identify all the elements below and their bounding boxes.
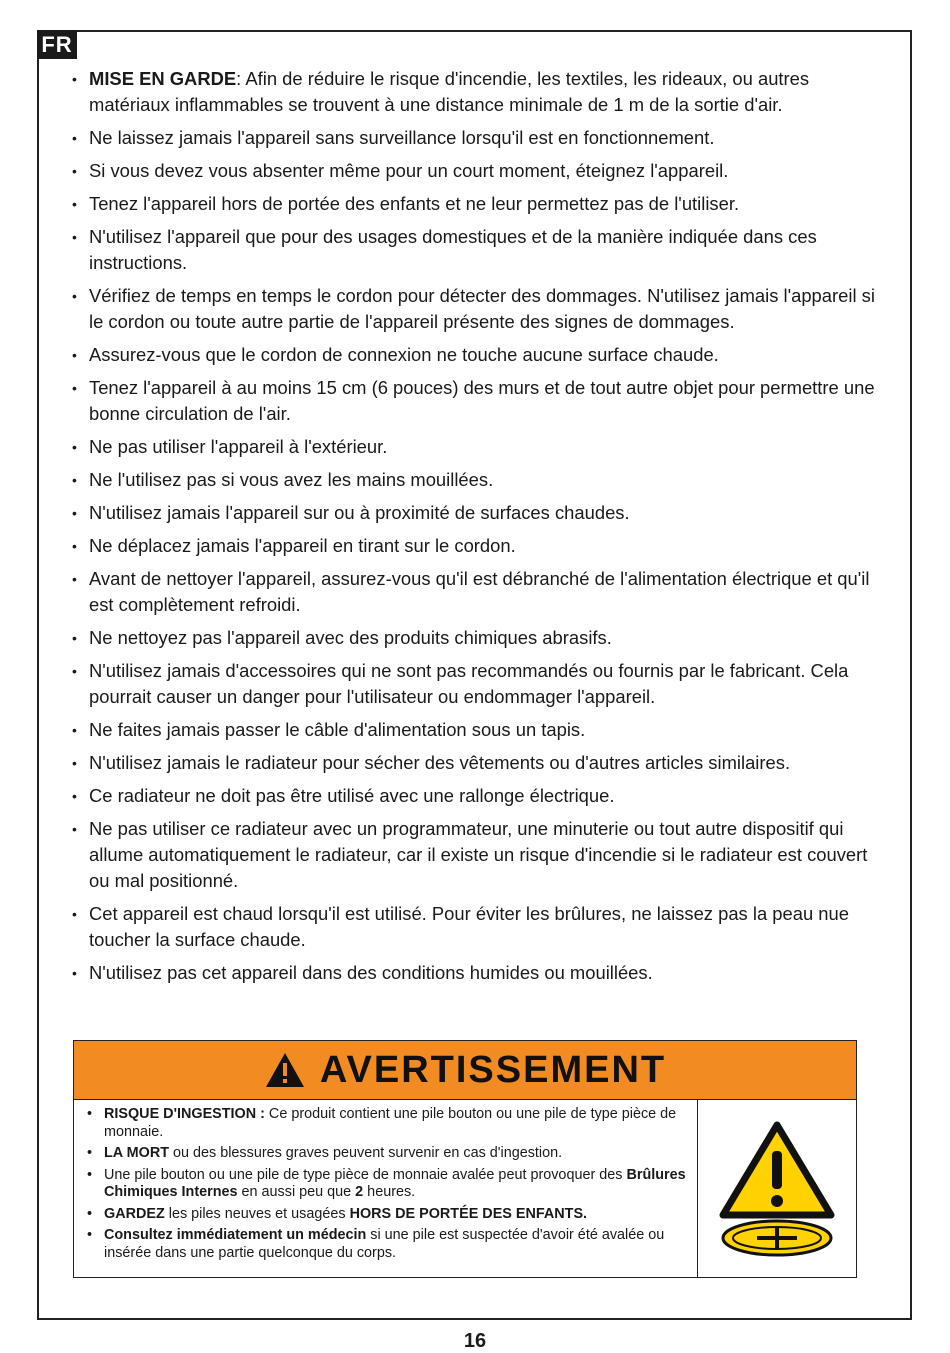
- bullet-icon: •: [72, 505, 77, 521]
- warning-item: [84, 1145, 687, 1163]
- warning-emphasis: Brûlures Chimiques Internes: [104, 1166, 686, 1200]
- instruction-text: N'utilisez pas cet appareil dans des conditions humides ou mouillées.: [89, 962, 653, 983]
- bullet-icon: •: [72, 229, 77, 245]
- warning-text-part: Une pile bouton ou une pile de type pièce de monnaie avalée peut provoquer des: [104, 1166, 627, 1183]
- instruction-text: Ne laissez jamais l'appareil sans surveillance lorsqu'il est en fonctionnement.: [89, 127, 715, 148]
- bullet-icon: •: [72, 472, 77, 488]
- instruction-text: Si vous devez vous absenter même pour un court moment, éteignez l'appareil.: [89, 160, 729, 181]
- instruction-text: N'utilisez jamais le radiateur pour sécher des vêtements ou d'autres articles similaires.: [89, 752, 791, 773]
- warning-item: [84, 1167, 687, 1202]
- instruction-text: Ne pas utiliser ce radiateur avec un programmateur, une minuterie ou tout autre dispositif qui allume automatiquement le radiateur, car il existe un risque d'incendie si le radiateur est couvert ou mal positionné.: [89, 818, 868, 891]
- warning-items-list: [84, 1106, 687, 1262]
- bullet-icon: •: [72, 538, 77, 554]
- instruction-text: Ce radiateur ne doit pas être utilisé avec une rallonge électrique.: [89, 785, 615, 806]
- instruction-text: Tenez l'appareil à au moins 15 cm (6 pouces) des murs et de tout autre objet pour permettre une bonne circulation de l'air.: [89, 377, 875, 424]
- bullet-icon: •: [87, 1166, 93, 1183]
- instruction-item: [70, 283, 880, 335]
- instruction-text: Ne pas utiliser l'appareil à l'extérieur.: [89, 436, 388, 457]
- warning-emphasis: Consultez immédiatement un médecin: [104, 1227, 367, 1243]
- instruction-text: Ne nettoyez pas l'appareil avec des produits chimiques abrasifs.: [89, 627, 612, 648]
- instruction-text: Assurez-vous que le cordon de connexion ne touche aucune surface chaude.: [89, 344, 719, 365]
- bullet-icon: •: [87, 1227, 93, 1243]
- bullet-icon: •: [87, 1145, 93, 1161]
- warning-emphasis: HORS DE PORTÉE DES ENFANTS.: [349, 1205, 588, 1222]
- bullet-icon: •: [72, 663, 77, 679]
- instruction-item: [70, 533, 880, 559]
- bullet-icon: •: [72, 288, 77, 304]
- language-badge: FR: [37, 30, 77, 59]
- warning-item: [84, 1106, 687, 1141]
- instruction-item: [70, 375, 880, 427]
- warning-icon-cell: [698, 1100, 856, 1278]
- instruction-item: [70, 342, 880, 368]
- warning-title: AVERTISSEMENT: [319, 1048, 667, 1091]
- bullet-icon: •: [72, 821, 77, 837]
- instruction-item: [70, 901, 880, 953]
- bullet-icon: •: [72, 71, 77, 87]
- instruction-item: [70, 750, 880, 776]
- warning-text-part: les piles neuves et usagées: [164, 1205, 350, 1222]
- bullet-icon: •: [72, 906, 77, 922]
- warning-emphasis: GARDEZ: [104, 1205, 165, 1222]
- instruction-lead: MISE EN GARDE: [89, 68, 237, 89]
- bullet-icon: •: [72, 630, 77, 646]
- warning-text-part: heures.: [363, 1184, 416, 1200]
- bullet-icon: •: [72, 196, 77, 212]
- instruction-item: [70, 783, 880, 809]
- bullet-icon: •: [72, 130, 77, 146]
- instruction-item: [70, 125, 880, 151]
- warning-text-part: ou des blessures graves peuvent survenir en cas d'ingestion.: [169, 1145, 563, 1161]
- warning-triangle-icon: [264, 1051, 306, 1089]
- bullet-icon: •: [72, 347, 77, 363]
- instruction-text: Ne faites jamais passer le câble d'alimentation sous un tapis.: [89, 719, 586, 740]
- instruction-text: Ne l'utilisez pas si vous avez les mains mouillées.: [89, 469, 494, 490]
- instruction-text: Ne déplacez jamais l'appareil en tirant sur le cordon.: [89, 535, 516, 556]
- warning-emphasis: LA MORT: [104, 1145, 170, 1161]
- bullet-icon: •: [72, 571, 77, 587]
- instruction-text: N'utilisez jamais d'accessoires qui ne sont pas recommandés ou fournis par le fabricant. Cela pourrait causer un danger pour l'utilisateur ou endommager l'appareil.: [89, 660, 849, 707]
- instruction-item: [70, 434, 880, 460]
- warning-header: [74, 1041, 856, 1100]
- warning-box: [73, 1040, 857, 1278]
- instruction-item: [70, 960, 880, 986]
- warning-text-part: si une pile est suspectée d'avoir été avalée ou insérée dans une partie quelconque du corps.: [104, 1227, 665, 1261]
- instruction-item: [70, 816, 880, 894]
- instruction-text: : Afin de réduire le risque d'incendie, les textiles, les rideaux, ou autres matériaux inflammables se trouvent à une distance minimale de 1 m de la sortie d'air.: [89, 68, 810, 115]
- safety-instructions-list: [70, 66, 880, 993]
- bullet-icon: •: [72, 439, 77, 455]
- instruction-item: [70, 66, 880, 118]
- instruction-text: N'utilisez jamais l'appareil sur ou à proximité de surfaces chaudes.: [89, 502, 630, 523]
- bullet-icon: •: [72, 755, 77, 771]
- instruction-text: Avant de nettoyer l'appareil, assurez-vous qu'il est débranché de l'alimentation électrique et qu'il est complètement refroidi.: [89, 568, 870, 615]
- instruction-text: Cet appareil est chaud lorsqu'il est utilisé. Pour éviter les brûlures, ne laissez pas la peau nue toucher la surface chaude.: [89, 903, 849, 950]
- instruction-text: N'utilisez l'appareil que pour des usages domestiques et de la manière indiquée dans ces instructions.: [89, 226, 817, 273]
- bullet-icon: •: [72, 722, 77, 738]
- bullet-icon: •: [72, 163, 77, 179]
- instruction-item: [70, 191, 880, 217]
- instruction-item: [70, 224, 880, 276]
- instruction-item: [70, 717, 880, 743]
- bullet-icon: •: [72, 788, 77, 804]
- instruction-item: [70, 566, 880, 618]
- instruction-item: [70, 625, 880, 651]
- warning-emphasis: RISQUE D'INGESTION :: [104, 1106, 265, 1122]
- page-number: 16: [463, 1330, 487, 1352]
- bullet-icon: •: [87, 1106, 93, 1122]
- instruction-text: Tenez l'appareil hors de portée des enfants et ne leur permettez pas de l'utiliser.: [89, 193, 740, 214]
- instruction-text: Vérifiez de temps en temps le cordon pour détecter des dommages. N'utilisez jamais l'appareil si le cordon ou toute autre partie de l'appareil présente des signes de dommages.: [89, 285, 875, 332]
- instruction-item: [70, 500, 880, 526]
- warning-emphasis: 2: [355, 1184, 364, 1200]
- instruction-item: [70, 158, 880, 184]
- warning-item: [84, 1206, 687, 1224]
- coin-battery-icon: [717, 1119, 837, 1259]
- instruction-item: [70, 467, 880, 493]
- instruction-item: [70, 658, 880, 710]
- warning-text-part: Ce produit contient une pile bouton ou une pile de type pièce de monnaie.: [104, 1106, 677, 1140]
- warning-text: [74, 1100, 698, 1278]
- bullet-icon: •: [72, 965, 77, 981]
- bullet-icon: •: [72, 380, 77, 396]
- warning-text-part: en aussi peu que: [237, 1184, 356, 1200]
- warning-item: [84, 1227, 687, 1262]
- bullet-icon: •: [87, 1205, 93, 1222]
